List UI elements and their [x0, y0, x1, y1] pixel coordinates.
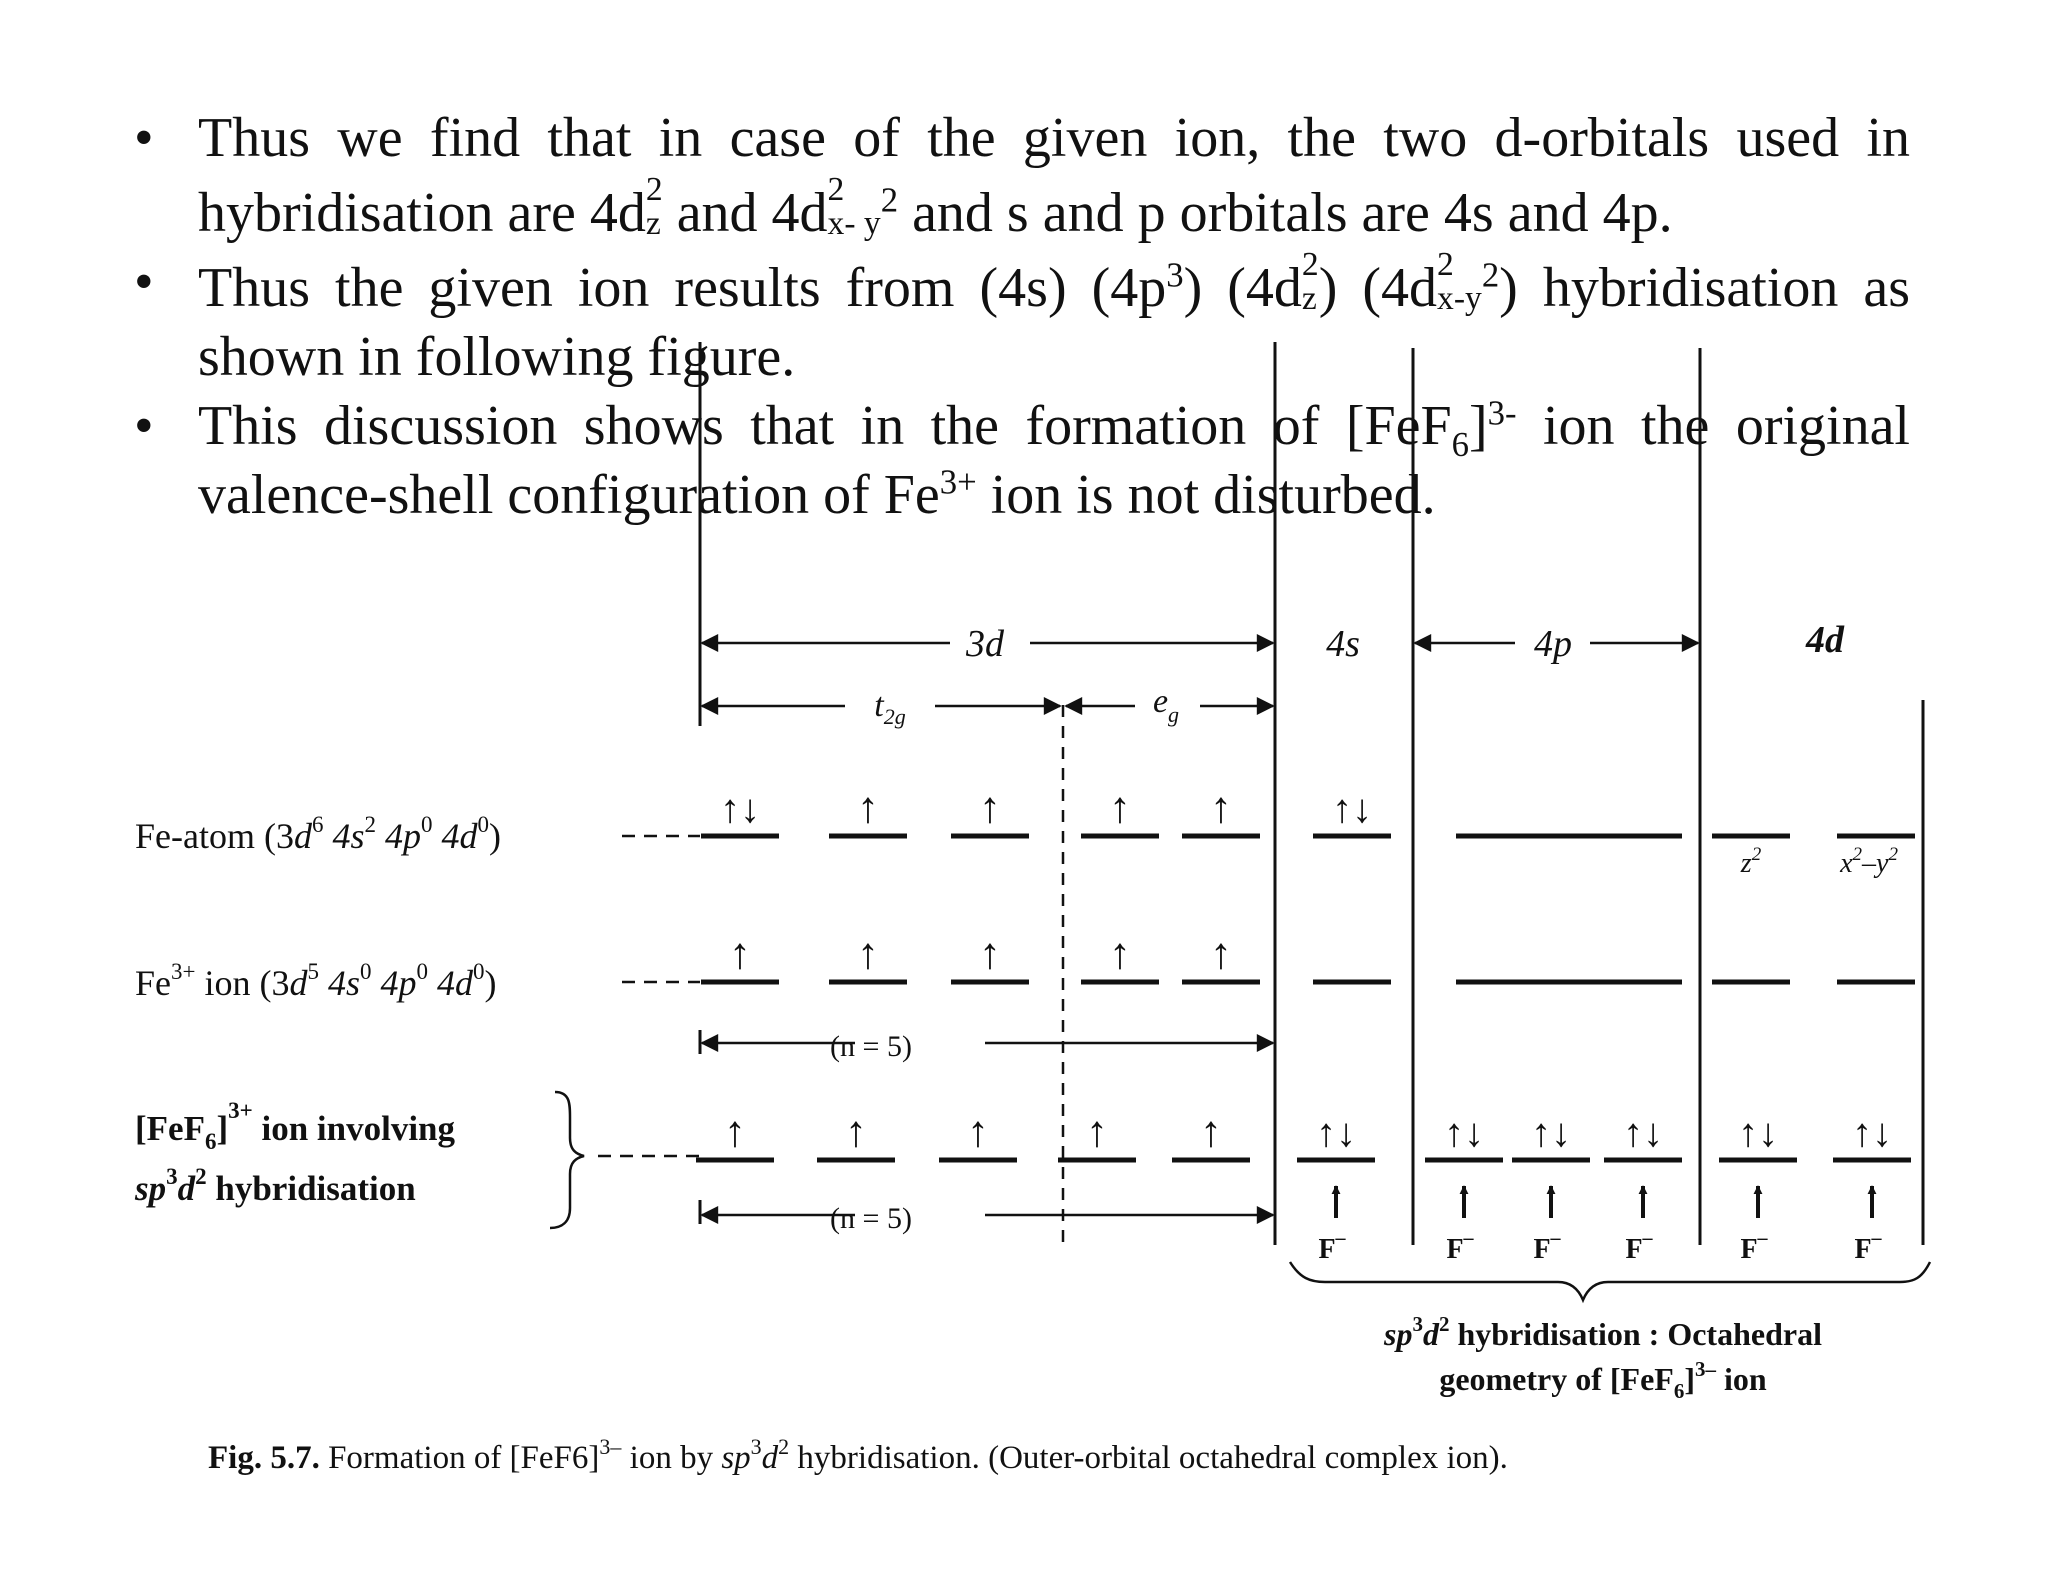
sub-text: -y [1453, 279, 1482, 317]
superscript: 3+ [939, 462, 977, 502]
bullet-text: Thus the given ion results from (4s) (4p [198, 256, 1167, 319]
sub-text: - y [844, 204, 881, 242]
row-label-fe-ion: $Fe^{3+}$ ion ($3d^5$ $4s^0$ $4p^0$ $4d^0$) [135, 959, 497, 1003]
electron-arrow: ↑ [1109, 929, 1131, 978]
header-eg: $e_g$ [1152, 683, 1180, 727]
sub-sup-pair: 2 x [1437, 245, 1454, 317]
bullet-text: ion is not disturbed. [976, 463, 1436, 526]
brace-caption [1383, 1312, 1822, 1403]
row-label-complex-line1: $[FeF_6]^{3+}$ ion involving [135, 1098, 456, 1154]
ligand-donation-arrows [1336, 1186, 1872, 1218]
electron-arrow: ↑ [724, 1107, 746, 1156]
header-4d: 4d [1806, 619, 1844, 661]
superscript: 2 [1481, 255, 1500, 295]
electron-arrow: ↑ [967, 1107, 989, 1156]
electron-arrow: ↑↓ [1852, 1110, 1892, 1155]
bullet-text: and 4d [662, 181, 828, 244]
n5-label: (n = 5) [830, 1202, 912, 1235]
electron-arrow: ↑ [1210, 929, 1232, 978]
hybrid-brace [1290, 1262, 1930, 1300]
electron-arrow: ↑ [857, 929, 879, 978]
electron-arrow: ↑ [979, 929, 1001, 978]
complex-brace [550, 1092, 584, 1228]
brace-caption-line1: $sp^3d^2$ hybridisation : Octahedral [1384, 1312, 1822, 1352]
bullet-text: ion the original valence-shell configuration of Fe [198, 394, 1910, 526]
header-4s: 4s [1326, 623, 1360, 665]
electron-arrow: ↑ [979, 783, 1001, 832]
bullet-text: ] [1468, 394, 1488, 457]
d4-labels [1740, 844, 1899, 879]
superscript: 3 [1166, 255, 1184, 295]
superscript: 2 [880, 180, 899, 220]
bullet-text: ) hybridisation as shown in following figure. [198, 256, 1911, 388]
bullet-dot: • [134, 250, 154, 313]
row-labels [134, 812, 501, 1208]
electron-arrows [720, 783, 1892, 1156]
bullet-text: and s and p orbitals are 4s and 4p. [898, 181, 1673, 244]
orbital-levels [696, 836, 1915, 1160]
bullet-text: This discussion shows that in the formation of [FeF [198, 394, 1452, 457]
electron-arrow: ↑↓ [1531, 1110, 1571, 1155]
bullet-dot: • [134, 107, 154, 169]
figure-caption: Fig. 5.7. Formation of $[FeF6]^{3-}$ ion by $sp^3d^2$ hybridisation. (Outer-orbital octahedral complex ion). [208, 1434, 1508, 1476]
electron-arrow: ↑ [1086, 1107, 1108, 1156]
d4-label-x2y2: $x^2-y^2$ [1840, 844, 1898, 879]
curly-brace [550, 1092, 584, 1228]
sub-sup-pair: 2 z [645, 171, 663, 242]
electron-arrow: ↑↓ [720, 786, 760, 831]
header-3d: 3d [966, 623, 1004, 665]
fluoride-label: F– [1625, 1227, 1653, 1265]
electron-arrow: ↑↓ [1332, 786, 1372, 831]
superscript: 3- [1487, 393, 1517, 433]
fluoride-label: F– [1318, 1227, 1346, 1265]
bullet-text: ) (4d [1318, 256, 1438, 319]
n5-label: (n = 5) [830, 1030, 912, 1063]
fluoride-label: F– [1740, 1227, 1768, 1265]
header-4p: 4p [1534, 623, 1572, 665]
d4-label-z2: $z^2$ [1740, 844, 1762, 879]
sub-sup-pair: 2 z [1301, 245, 1319, 317]
electron-arrow: ↑↓ [1738, 1110, 1778, 1155]
subscript: 6 [1451, 425, 1469, 464]
bullet-text: ) (4d [1183, 256, 1302, 319]
sub-sup-pair: 2 x [827, 171, 845, 242]
electron-arrow: ↑↓ [1623, 1110, 1663, 1155]
electron-arrow: ↑ [1200, 1107, 1222, 1156]
bullet-dot: • [134, 394, 154, 457]
fluoride-label: F– [1533, 1227, 1561, 1265]
fluoride-labels [1318, 1227, 1882, 1265]
leader-lines [598, 836, 700, 1156]
header-t2g: $t_{2g}$ [874, 687, 906, 729]
electron-arrow: ↑ [857, 783, 879, 832]
brace-caption-line2: geometry of $[FeF_6]^{3-}$ ion [1439, 1357, 1767, 1403]
fluoride-label: F– [1854, 1227, 1882, 1265]
row-label-fe-atom: Fe-atom ($3d^6$ $4s^2$ $4p^0$ $4d^0$) [135, 812, 501, 856]
fluoride-label: F– [1446, 1227, 1474, 1265]
row-label-complex-line2: $sp^3d^2$ hybridisation [135, 1164, 416, 1208]
electron-arrow: ↑↓ [1444, 1110, 1484, 1155]
electron-arrow: ↑ [1109, 783, 1131, 832]
electron-arrow: ↑↓ [1316, 1110, 1356, 1155]
electron-arrow: ↑ [845, 1107, 867, 1156]
electron-arrow: ↑ [729, 929, 751, 978]
electron-arrow: ↑ [1210, 783, 1232, 832]
bullet-text: Thus we find that in case of the given ion, the two d-orbitals used in hybridisation are 4d [198, 107, 1910, 244]
